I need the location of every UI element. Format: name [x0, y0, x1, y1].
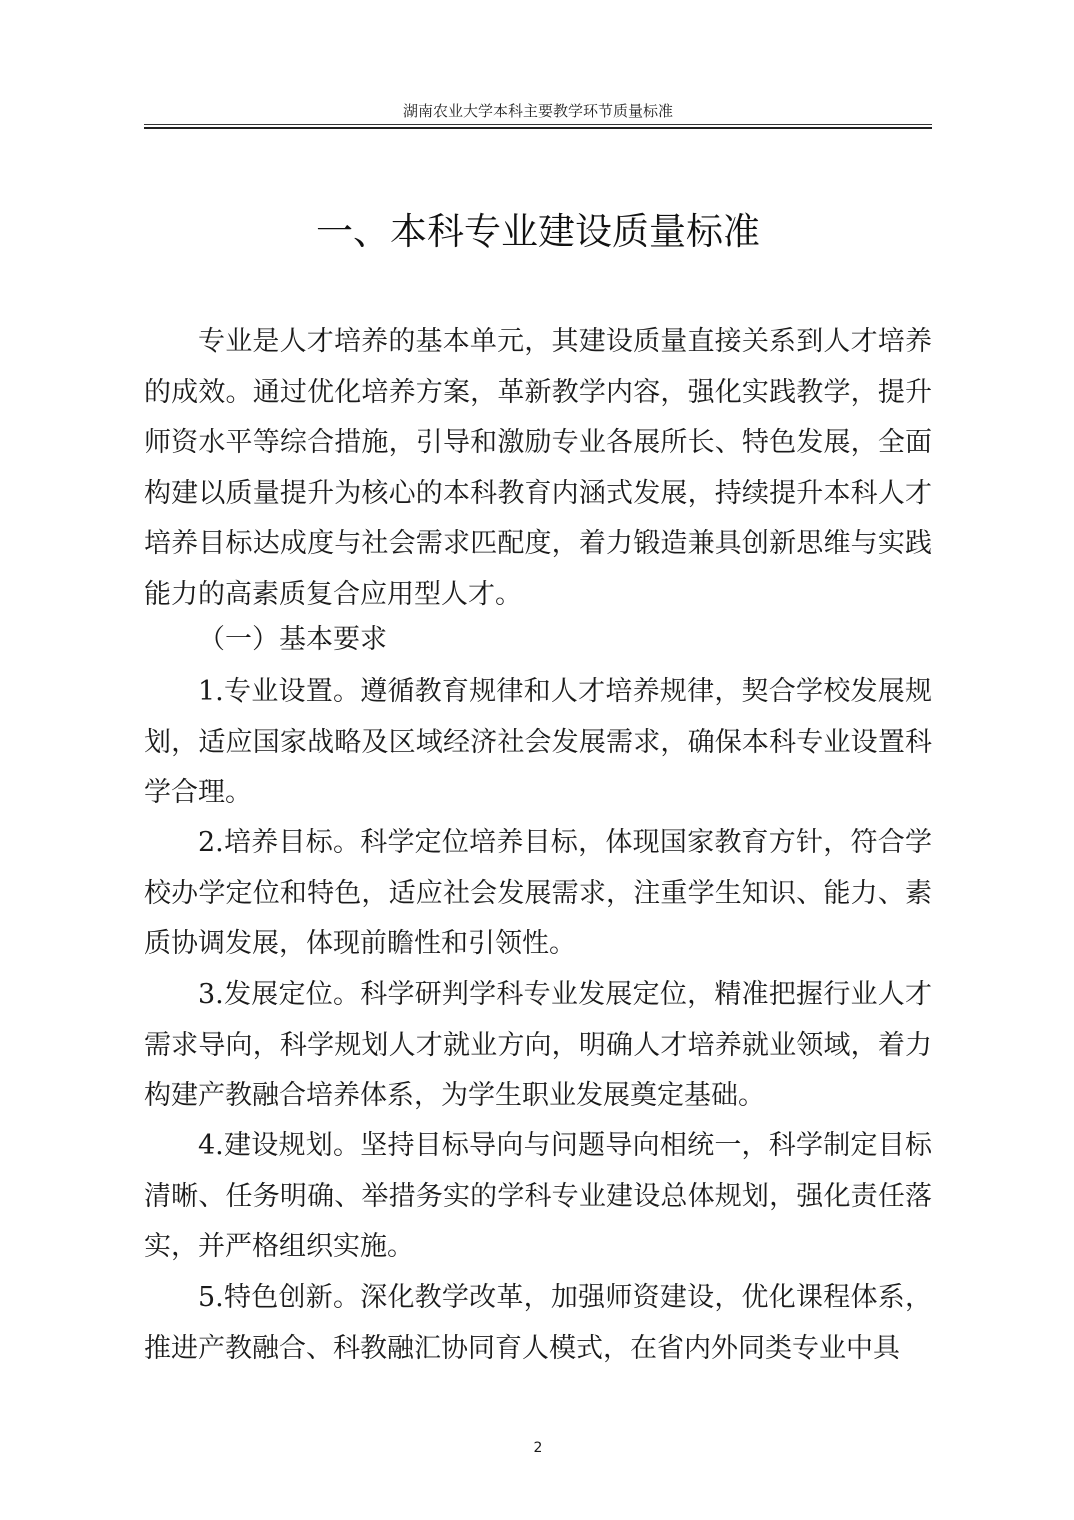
item-major-setup: 1.专业设置。遵循教育规律和人才培养规律，契合学校发展规划，适应国家战略及区域经济社会发展需求，确保本科专业设置科学合理。 — [144, 676, 932, 808]
item-construction-plan: 4.建设规划。坚持目标导向与问题导向相统一，科学制定目标清晰、任务明确、举措务实的学科专业建设总体规划，强化责任落实，并严格组织实施。 — [144, 1130, 932, 1262]
subheading-basic-requirements: （一）基本要求 — [198, 624, 387, 655]
item-feature-innovation: 5.特色创新。深化教学改革，加强师资建设，优化课程体系，推进产教融合、科教融汇协同育人模式，在省内外同类专业中具 — [144, 1282, 932, 1364]
page-number: 2 — [533, 1440, 543, 1456]
item-training-goal: 2.培养目标。科学定位培养目标，体现国家教育方针，符合学校办学定位和特色，适应社会发展需求，注重学生知识、能力、素质协调发展，体现前瞻性和引领性。 — [144, 827, 932, 959]
running-header: 湖南农业大学本科主要教学环节质量标准 — [402, 102, 673, 120]
header-rule-thin — [144, 124, 932, 125]
intro-paragraph: 专业是人才培养的基本单元，其建设质量直接关系到人才培养的成效。通过优化培养方案，革新教学内容，强化实践教学，提升师资水平等综合措施，引导和激励专业各展所长、特色发展，全面构建以质量提升为核心的本科教育内涵式发展，持续提升本科人才培养目标达成度与社会需求匹配度，着力锻造兼具创新思维与实践能力的高素质复合应用型人才。 — [144, 326, 932, 610]
header-rule-thick — [144, 127, 932, 129]
item-development-position: 3.发展定位。科学研判学科专业发展定位，精准把握行业人才需求导向，科学规划人才就业方向，明确人才培养就业领域，着力构建产教融合培养体系，为学生职业发展奠定基础。 — [144, 979, 932, 1111]
section-title: 一、本科专业建设质量标准 — [316, 210, 760, 253]
